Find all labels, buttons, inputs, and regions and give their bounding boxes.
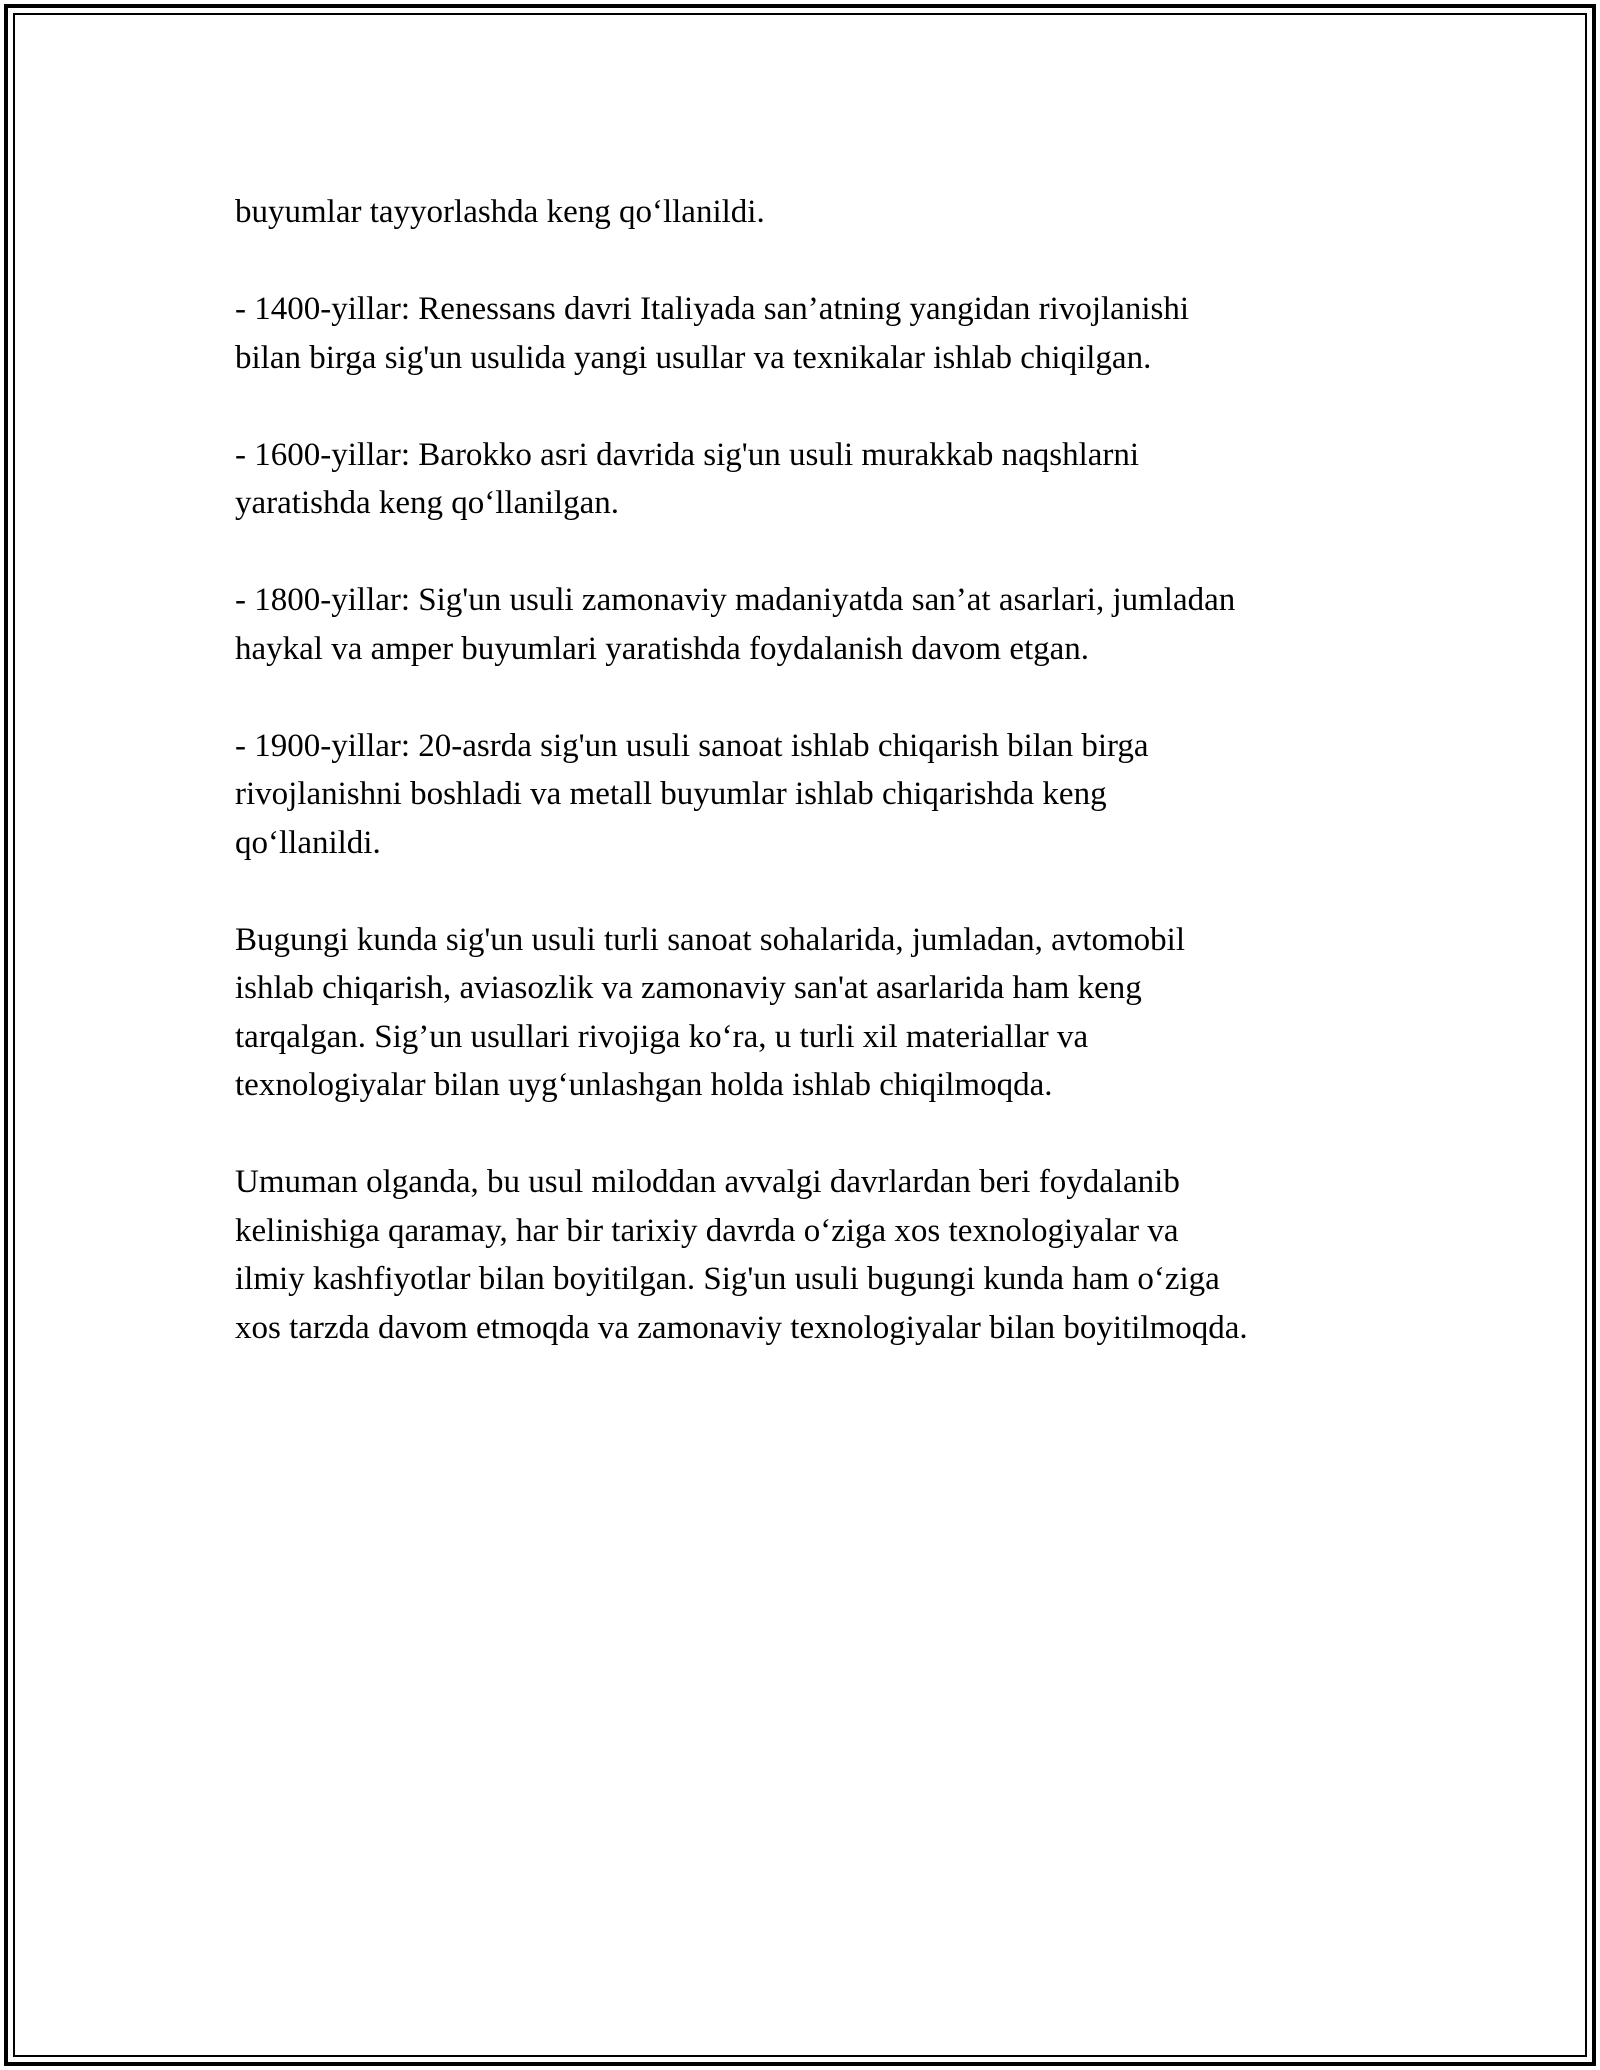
paragraph-1400s [235,285,1415,382]
text-line: tarqalgan. Sig’un usullari rivojiga ko‘ra, u turli xil materiallar va [235,1018,1089,1055]
paragraph-1800s [235,576,1415,673]
text-line: Bugungi kunda sig'un usuli turli sanoat sohalarida, jumladan, avtomobil [235,921,1185,958]
paragraph-today [235,916,1415,1110]
text-line: - 1800-yillar: Sig'un usuli zamonaviy madaniyatda san’at asarlari, jumladan [235,582,1236,618]
paragraph-1600s [235,431,1415,528]
text-line: buyumlar tayyorlashda keng qo‘llanildi. [235,194,765,230]
text-line: texnologiyalar bilan uyg‘unlashgan holda ishlab chiqilmoqda. [235,1067,1053,1103]
text-line: Umuman olganda, bu usul miloddan avvalgi davrlardan beri foydalanib [235,1164,1180,1200]
text-line: ishlab chiqarish, aviasozlik va zamonaviy san'at asarlarida ham keng [235,970,1142,1006]
text-line: haykal va amper buyumlari yaratishda foydalanish davom etgan. [235,630,1090,667]
text-line: kelinishiga qaramay, har bir tarixiy davrda o‘ziga xos texnologiyalar va [235,1212,1179,1249]
text-line: bilan birga sig'un usulida yangi usullar va texnikalar ishlab chiqilgan. [235,339,1152,376]
text-line: - 1900-yillar: 20-asrda sig'un usuli sanoat ishlab chiqarish bilan birga [235,727,1149,764]
text-line: yaratishda keng qo‘llanilgan. [235,485,619,521]
document-body [235,188,1415,1401]
text-line: ilmiy kashfiyotlar bilan boyitilgan. Sig'un usuli bugungi kunda ham o‘ziga [235,1261,1220,1297]
text-line: - 1600-yillar: Barokko asri davrida sig'un usuli murakkab naqshlarni [235,436,1140,473]
text-line: rivojlanishni boshladi va metall buyumlar ishlab chiqarishda keng [235,776,1107,812]
text-line: xos tarzda davom etmoqda va zamonaviy texnologiyalar bilan boyitilmoqda. [235,1309,1248,1346]
paragraph-conclusion [235,1158,1415,1352]
text-line: - 1400-yillar: Renessans davri Italiyada san’atning yangidan rivojlanishi [235,291,1190,327]
text-line: qo‘llanildi. [235,824,381,861]
paragraph [235,188,1415,237]
paragraph-1900s [235,722,1415,868]
